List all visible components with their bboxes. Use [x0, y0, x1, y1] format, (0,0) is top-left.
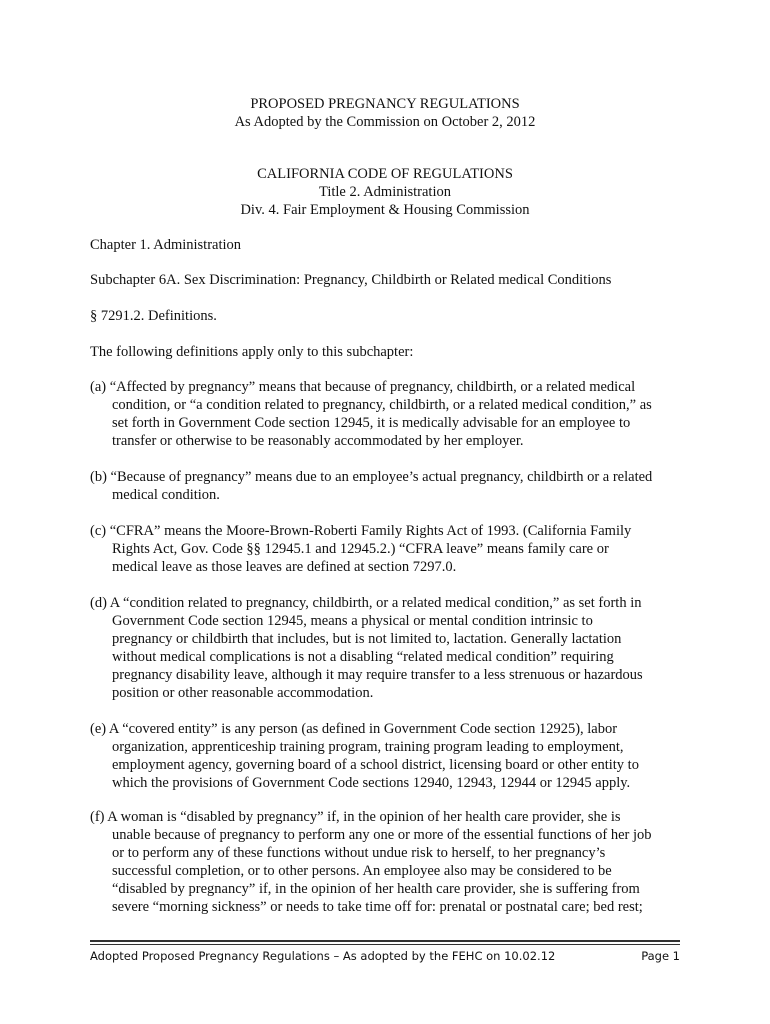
definition-line: (c) “CFRA” means the Moore-Brown-Roberti Family Rights Act of 1993. (California Family: [90, 523, 632, 539]
definition-line: position or other reasonable accommodation.: [112, 685, 374, 701]
definition-line: severe “morning sickness” or needs to take time off for: prenatal or postnatal care; bed rest;: [112, 899, 643, 915]
definition-line: without medical complications is not a disabling “related medical condition” requiring: [112, 649, 614, 665]
definition-line: pregnancy or childbirth that includes, but is not limited to, lactation. Generally lactation: [112, 631, 622, 647]
definition-line: or to perform any of these functions without undue risk to herself, to her pregnancy’s: [112, 845, 606, 861]
definition-line: employment agency, governing board of a school district, licensing board or other entity to: [112, 757, 639, 773]
definition-a: [90, 378, 690, 450]
definition-line: (f) A woman is “disabled by pregnancy” if, in the opinion of her health care provider, she is: [90, 809, 621, 825]
footer-divider: [90, 940, 680, 942]
definition-b: [90, 468, 690, 504]
definition-line: which the provisions of Government Code sections 12940, 12943, 12944 or 12945 apply.: [112, 775, 631, 791]
definition-line: condition, or “a condition related to pregnancy, childbirth, or a related medical condition,” as: [112, 397, 652, 413]
document-title: PROPOSED PREGNANCY REGULATIONS: [250, 96, 520, 112]
definition-line: set forth in Government Code section 12945, it is medically advisable for an employee to: [112, 415, 631, 431]
adoption-date: As Adopted by the Commission on October 2, 2012: [234, 114, 536, 130]
definition-line: medical condition.: [112, 487, 220, 503]
definition-d: [90, 594, 690, 702]
definition-line: (a) “Affected by pregnancy” means that because of pregnancy, childbirth, or a related medical: [90, 379, 636, 395]
definition-line: (d) A “condition related to pregnancy, childbirth, or a related medical condition,” as set forth in: [90, 595, 642, 611]
definition-line: organization, apprenticeship training program, training program leading to employment,: [112, 739, 624, 755]
document-title-block: [0, 95, 770, 131]
definition-e: [90, 720, 690, 792]
section-heading: § 7291.2. Definitions.: [90, 308, 217, 324]
definition-line: Government Code section 12945, means a physical or mental condition intrinsic to: [112, 613, 593, 629]
chapter-heading: Chapter 1. Administration: [90, 237, 242, 253]
code-name: CALIFORNIA CODE OF REGULATIONS: [257, 166, 513, 182]
definition-line: pregnancy disability leave, although it may require transfer to a less strenuous or hazardous: [112, 667, 643, 683]
footer-divider-thin: [90, 944, 680, 945]
page-number: Page 1: [641, 949, 680, 963]
definition-line: Rights Act, Gov. Code §§ 12945.1 and 12945.2.) “CFRA leave” means family care or: [112, 541, 609, 557]
definition-line: unable because of pregnancy to perform any one or more of the essential functions of her job: [112, 827, 652, 843]
definition-line: “disabled by pregnancy” if, in the opinion of her health care provider, she is suffering from: [112, 881, 640, 897]
subchapter-heading: Subchapter 6A. Sex Discrimination: Pregnancy, Childbirth or Related medical Conditions: [90, 272, 612, 288]
code-title: Title 2. Administration: [319, 184, 451, 200]
intro-text: The following definitions apply only to this subchapter:: [90, 344, 414, 360]
code-division: Div. 4. Fair Employment & Housing Commission: [240, 202, 530, 218]
definition-f: [90, 808, 690, 916]
footer-caption: Adopted Proposed Pregnancy Regulations – As adopted by the FEHC on 10.02.12: [90, 949, 556, 963]
definition-line: medical leave as those leaves are defined at section 7297.0.: [112, 559, 457, 575]
definition-c: [90, 522, 690, 576]
definition-line: (b) “Because of pregnancy” means due to an employee’s actual pregnancy, childbirth or a related: [90, 469, 653, 485]
definition-line: (e) A “covered entity” is any person (as defined in Government Code section 12925), labor: [90, 721, 618, 737]
definition-line: transfer or otherwise to be reasonably accommodated by her employer.: [112, 433, 524, 449]
definition-line: successful completion, or to other persons. An employee also may be considered to be: [112, 863, 612, 879]
code-heading-block: [0, 165, 770, 219]
